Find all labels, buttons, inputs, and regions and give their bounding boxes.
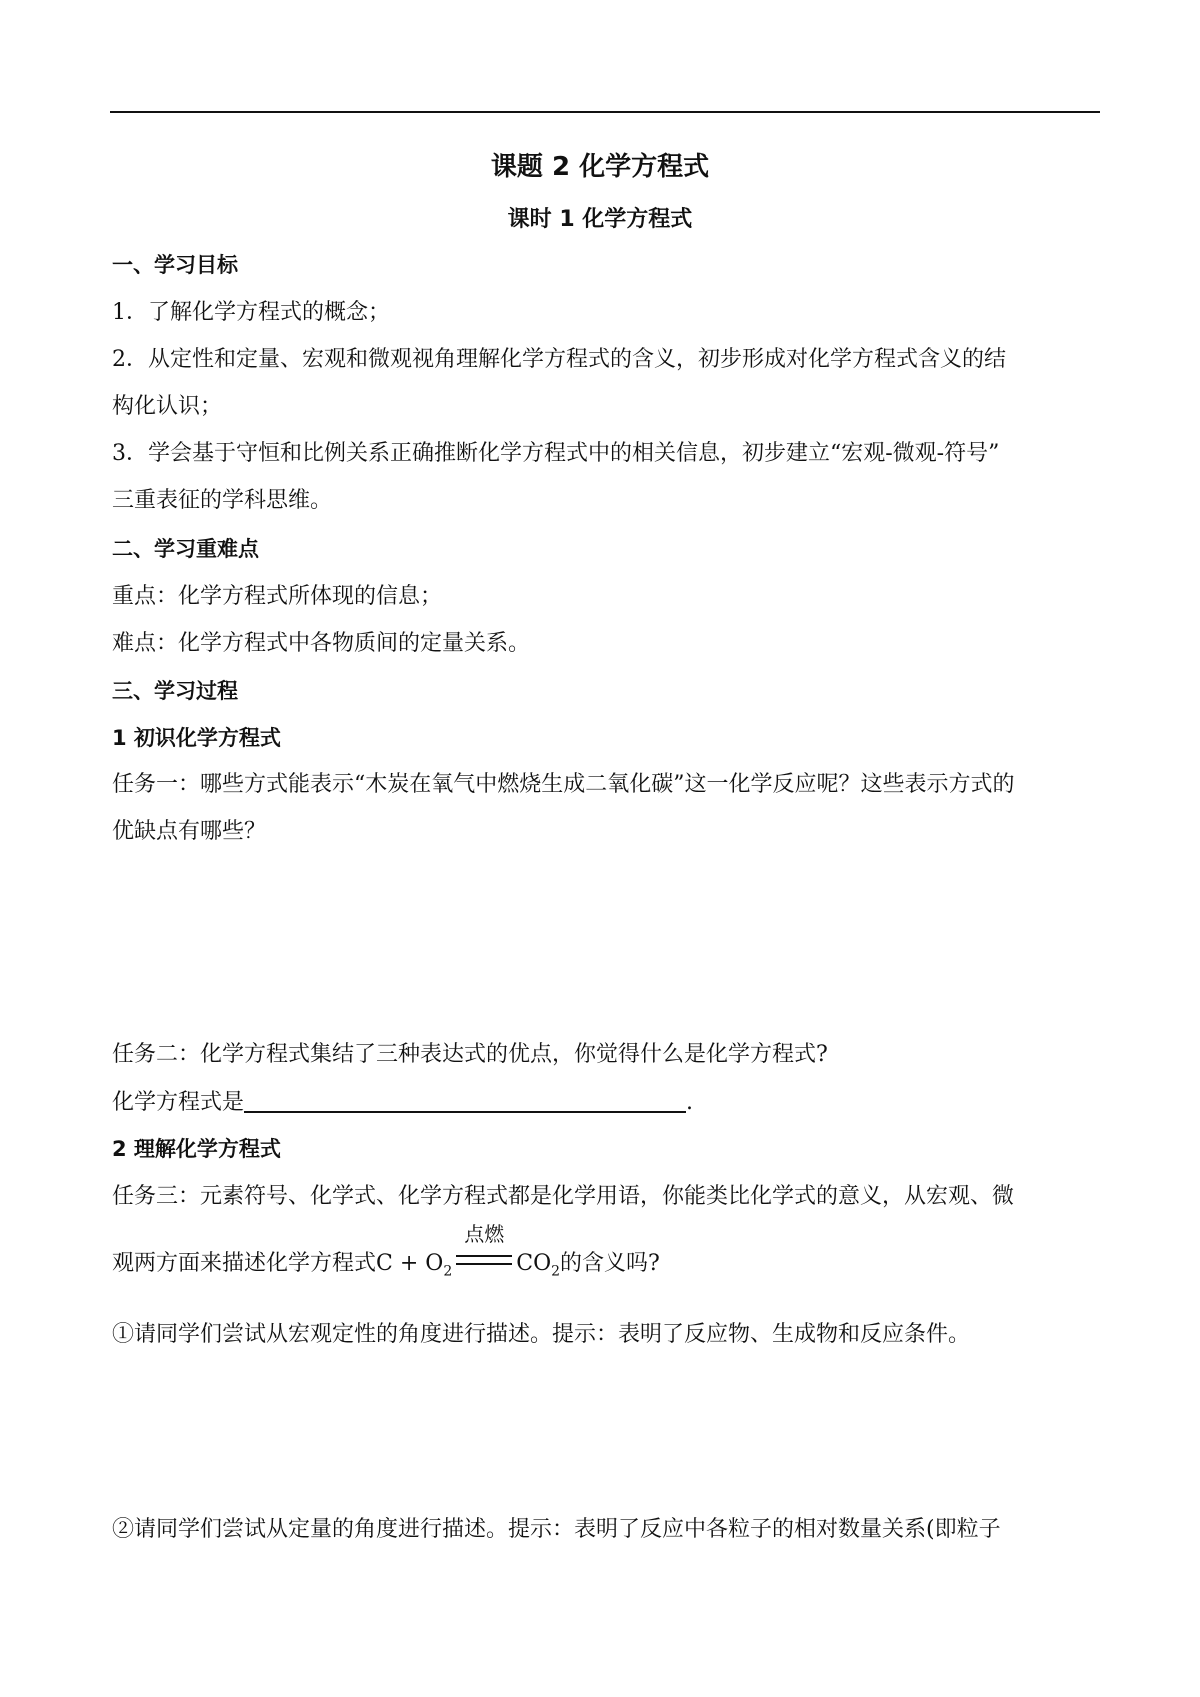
task-3-line-2: [112, 1222, 1100, 1288]
fill-in-prefix: 化学方程式是: [112, 1090, 245, 1115]
equation-lhs-subscript: 2: [443, 1263, 453, 1280]
task-1-line-2: 优缺点有哪些？: [112, 819, 267, 844]
reaction-condition: 点燃: [464, 1222, 505, 1246]
task-3-line-1: 任务三：元素符号、化学式、化学方程式都是化学用语，你能类比化学式的意义，从宏观、微: [112, 1184, 1015, 1209]
section-heading-process: 三、学习过程: [112, 679, 238, 703]
equation-rhs-subscript: 2: [551, 1263, 561, 1280]
equals-sign: [456, 1255, 512, 1265]
question-1: ①请同学们尝试从宏观定性的角度进行描述。提示：表明了反应物、生成物和反应条件。: [112, 1322, 971, 1347]
part-heading-1: 1 初识化学方程式: [112, 726, 281, 750]
section-heading-goals: 一、学习目标: [112, 253, 238, 277]
key-point: 重点：化学方程式所体现的信息；: [112, 584, 443, 609]
part-heading-2: 2 理解化学方程式: [112, 1137, 281, 1161]
section-heading-keypoints: 二、学习重难点: [112, 537, 259, 561]
goal-item-2-line-2: 构化认识；: [112, 394, 223, 419]
answer-blank[interactable]: [244, 1085, 686, 1113]
task-2-fill-in: [112, 1085, 1100, 1120]
goal-item-3-line-2: 三重表征的学科思维。: [112, 488, 333, 513]
equation-lhs: C + O: [376, 1251, 444, 1276]
goal-item-3-line-1: 3．学会基于守恒和比例关系正确推断化学方程式中的相关信息，初步建立“宏观-微观-符号”: [112, 441, 1000, 466]
page-title: 课题 2 化学方程式: [490, 152, 710, 182]
goal-item-2-line-1: 2．从定性和定量、宏观和微观视角理解化学方程式的含义，初步形成对化学方程式含义的结: [112, 347, 1007, 372]
question-2: ②请同学们尝试从定量的角度进行描述。提示：表明了反应中各粒子的相对数量关系(即粒子: [112, 1517, 1001, 1542]
chemical-equation: [376, 1222, 561, 1288]
fill-in-suffix: .: [686, 1090, 694, 1115]
header-rule: [110, 111, 1100, 113]
task-1-line-1: 任务一：哪些方式能表示“木炭在氧气中燃烧生成二氧化碳”这一化学反应呢？这些表示方式的: [112, 772, 1015, 797]
goal-item-1: 1．了解化学方程式的概念；: [112, 300, 390, 325]
difficult-point: 难点：化学方程式中各物质间的定量关系。: [112, 631, 531, 656]
task-3-prefix: 观两方面来描述化学方程式: [112, 1251, 377, 1276]
task-2-question: 任务二：化学方程式集结了三种表达式的优点，你觉得什么是化学方程式?: [112, 1042, 828, 1067]
page-subtitle: 课时 1 化学方程式: [507, 207, 693, 232]
equation-rhs: CO: [516, 1251, 552, 1276]
task-3-suffix: 的含义吗?: [560, 1251, 660, 1276]
